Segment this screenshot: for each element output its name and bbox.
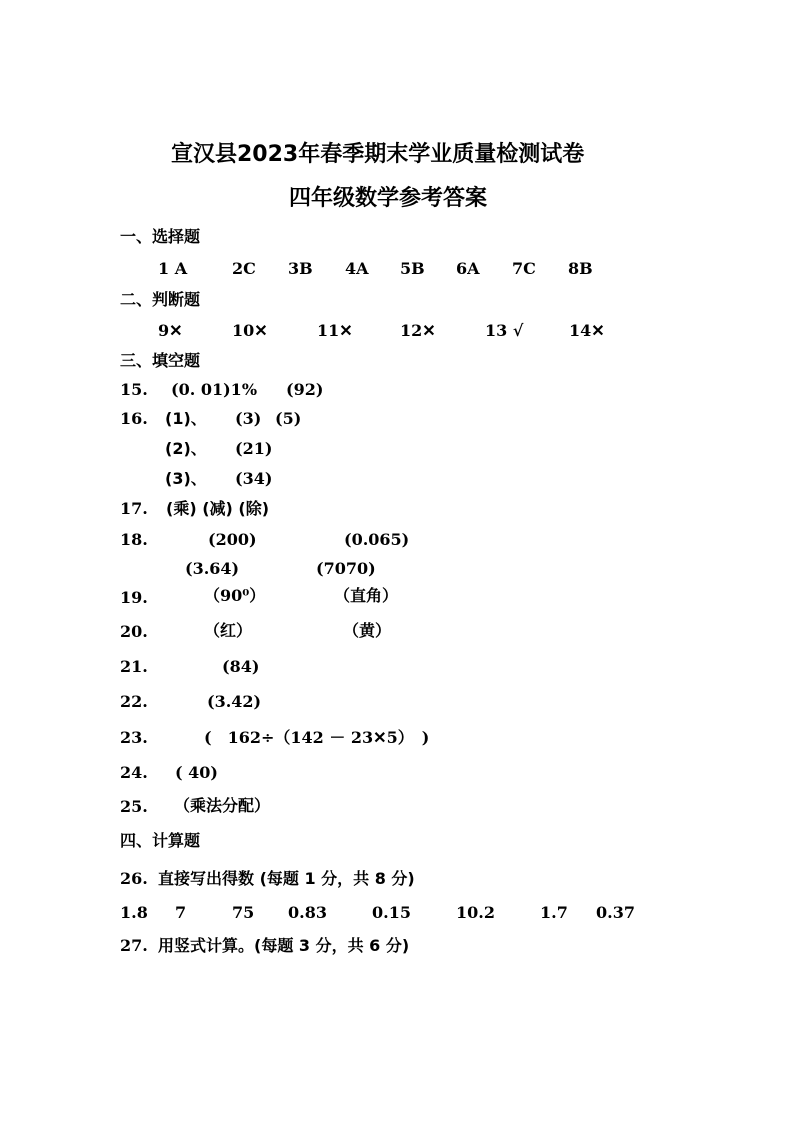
answer-choice-6: 6A — [456, 259, 480, 278]
answer-23: ( 162÷（142 － 23✕5） ) — [204, 728, 430, 747]
answer-choice-3: 3B — [288, 259, 313, 278]
section-heading-judge: 二、判断题 — [120, 290, 201, 309]
answer-19-b: （直角） — [334, 586, 399, 605]
question-number-19: 19. — [120, 588, 148, 607]
answer-20-b: （黄） — [343, 621, 392, 640]
answer-26-1: 1.8 — [120, 903, 148, 922]
answer-choice-5: 5B — [400, 259, 425, 278]
answer-19-a: （90⁰） — [204, 586, 266, 605]
question-number-24: 24. — [120, 763, 148, 782]
answer-16-row3-a: (3)、 — [165, 469, 207, 488]
answer-judge-10: 10✕ — [232, 321, 268, 340]
answer-18-a: (200) — [208, 530, 257, 549]
answer-26-4: 0.83 — [288, 903, 327, 922]
answer-judge-9: 9✕ — [158, 321, 183, 340]
answer-16-row1-a: (1)、 — [165, 409, 207, 428]
answer-16-row1-c: (5) — [275, 409, 302, 428]
section-heading-choice: 一、选择题 — [120, 227, 201, 246]
question-number-22: 22. — [120, 692, 148, 711]
answer-21: (84) — [222, 657, 260, 676]
answer-17: (乘) (减) (除) — [166, 499, 270, 518]
answer-15-b: (92) — [286, 380, 324, 399]
question-number-15: 15. — [120, 380, 148, 399]
answer-judge-12: 12✕ — [400, 321, 436, 340]
question-number-21: 21. — [120, 657, 148, 676]
answer-22: (3.42) — [207, 692, 262, 711]
answer-26-2: 7 — [175, 903, 187, 922]
answer-26-7: 1.7 — [540, 903, 568, 922]
answer-choice-7: 7C — [512, 259, 536, 278]
answer-judge-14: 14✕ — [569, 321, 605, 340]
answer-18-c: (3.64) — [185, 559, 240, 578]
answer-choice-2: 2C — [232, 259, 256, 278]
question-number-27: 27. — [120, 936, 148, 955]
answer-24: ( 40) — [175, 763, 218, 782]
answer-20-a: （红） — [204, 621, 253, 640]
answer-16-row2-b: (21) — [235, 439, 273, 458]
answer-16-row1-b: (3) — [235, 409, 262, 428]
answer-18-b: (0.065) — [344, 530, 410, 549]
answer-16-row2-a: (2)、 — [165, 439, 207, 458]
answer-choice-4: 4A — [345, 259, 369, 278]
answer-26-6: 10.2 — [456, 903, 495, 922]
question-number-17: 17. — [120, 499, 148, 518]
question-number-25: 25. — [120, 797, 148, 816]
section-heading-fill: 三、填空题 — [120, 351, 201, 370]
question-27-text: 用竖式计算。(每题 3 分，共 6 分) — [158, 936, 410, 955]
answer-26-5: 0.15 — [372, 903, 411, 922]
answer-choice-8: 8B — [568, 259, 593, 278]
question-number-16: 16. — [120, 409, 148, 428]
answer-judge-13: 13 √ — [485, 321, 524, 340]
question-number-20: 20. — [120, 622, 148, 641]
answer-15-a: (0. 01)1% — [171, 380, 258, 399]
answer-choice-1: 1 A — [158, 259, 188, 278]
page-title: 宣汉县2023年春季期末学业质量检测试卷 — [171, 142, 585, 167]
answer-18-d: (7070) — [316, 559, 376, 578]
question-number-18: 18. — [120, 530, 148, 549]
section-heading-calc: 四、计算题 — [120, 831, 201, 850]
answer-26-3: 75 — [232, 903, 255, 922]
answer-judge-11: 11✕ — [317, 321, 353, 340]
question-number-26: 26. — [120, 869, 148, 888]
page-subtitle: 四年级数学参考答案 — [289, 186, 488, 211]
question-26-text: 直接写出得数 (每题 1 分，共 8 分) — [158, 869, 415, 888]
answer-16-row3-b: (34) — [235, 469, 273, 488]
answer-25: （乘法分配） — [174, 796, 271, 815]
answer-26-8: 0.37 — [596, 903, 635, 922]
question-number-23: 23. — [120, 728, 148, 747]
